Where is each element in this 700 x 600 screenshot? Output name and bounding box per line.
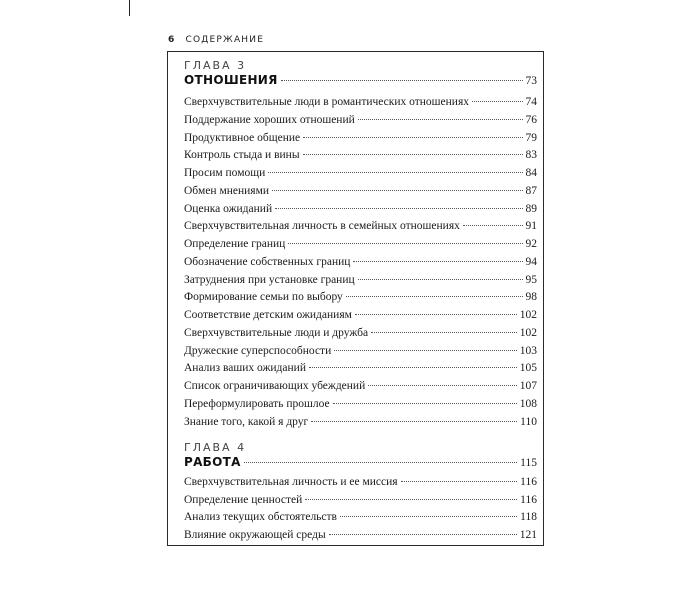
toc-entry-page: 121 [519,528,537,541]
toc-entry[interactable] [184,291,537,303]
toc-entry-title: Список ограничивающих убеждений [184,380,366,392]
toc-entry-title: Сверхчувствительные люди и дружба [184,326,369,339]
toc-entry-title: Поддержание хороших отношений [184,113,355,126]
dot-leader [368,385,517,386]
toc-entry-page: 98 [525,291,537,304]
toc-entry-page: 95 [525,273,537,286]
toc-entry-page: 105 [519,362,537,375]
chapter-page: 73 [525,75,537,87]
toc-entry-title: Контроль стыда и вины [184,149,300,162]
dot-leader [353,261,522,262]
dot-leader [333,403,517,404]
dot-leader [275,208,522,209]
toc-entry-page: 103 [519,344,537,357]
dot-leader [305,499,517,500]
toc-entry[interactable] [184,511,537,523]
toc-entry-page: 116 [520,493,537,506]
dot-leader [272,190,522,191]
toc-entry[interactable] [184,476,537,488]
toc-entry[interactable] [184,238,537,250]
dot-leader [244,462,517,463]
toc-entry-page: 116 [520,476,537,488]
dot-leader [371,332,517,333]
dot-leader [355,314,517,315]
toc-entry-page: 74 [525,96,537,108]
dot-leader [463,225,523,226]
toc-entry-title: Сверхчувствительная личность и ее миссия [184,476,398,488]
dot-leader [358,119,523,120]
toc-entry[interactable] [184,345,537,357]
running-head [168,35,264,45]
running-head-title: СОДЕРЖАНИЕ [185,35,265,45]
chapter-title: ОТНОШЕНИЯ [184,73,278,87]
toc-entry-page: 107 [519,380,537,392]
toc-entry-title: Затруднения при установке границ [184,273,355,286]
toc-entry[interactable] [184,529,537,541]
toc-entry-title: Сверхчувствительная личность в семейных отношениях [184,220,460,233]
chapter-page: 115 [520,457,537,469]
dot-leader [358,279,523,280]
toc-entry-title: Оценка ожиданий [184,202,273,215]
toc-entry-title: Определение ценностей [184,493,303,506]
toc-entry-title: Влияние окружающей среды [184,528,326,541]
dot-leader [268,172,522,173]
toc-entry-title: Переформулировать прошлое [184,397,330,410]
toc-entry[interactable] [184,167,537,179]
toc-entry-page: 76 [525,113,537,126]
toc-entry-title: Анализ текущих обстоятельств [184,511,337,523]
dot-leader [346,296,523,297]
chapter-label: ГЛАВА 3 [184,59,247,72]
page-edge-line [129,0,130,16]
toc-entry-page: 108 [519,397,537,410]
toc-entry[interactable] [184,220,537,232]
toc-entry-page: 102 [519,326,537,339]
toc-entry[interactable] [184,203,537,215]
dot-leader [329,534,517,535]
toc-entry[interactable] [184,149,537,161]
chapter-heading[interactable] [184,455,537,469]
toc-entry-page: 102 [519,309,537,321]
toc-entry[interactable] [184,380,537,392]
chapter-label: ГЛАВА 4 [184,441,247,454]
toc-entry-title: Соответствие детским ожиданиям [184,309,352,321]
dot-leader [334,350,517,351]
toc-entry[interactable] [184,114,537,126]
toc-entry-title: Определение границ [184,238,286,250]
toc-entry-title: Просим помощи [184,167,266,179]
toc-entry[interactable] [184,274,537,286]
dot-leader [472,101,523,102]
toc-entry-title: Продуктивное общение [184,131,301,144]
toc-entry-title: Обмен мнениями [184,184,270,197]
dot-leader [311,421,517,422]
toc-entry-page: 94 [525,255,537,268]
toc-entry-title: Дружеские суперспособности [184,344,332,357]
dot-leader [303,154,523,155]
toc-entry[interactable] [184,256,537,268]
toc-entry-page: 118 [520,511,537,523]
dot-leader [303,137,522,138]
toc-entry-title: Анализ ваших ожиданий [184,362,306,375]
toc-entry-page: 87 [525,184,537,197]
toc-entry[interactable] [184,132,537,144]
toc-entry-title: Знание того, какой я друг [184,415,309,428]
chapter-heading[interactable] [184,73,537,87]
chapter-title: РАБОТА [184,455,241,469]
toc-entry[interactable] [184,185,537,197]
toc-entry[interactable] [184,416,537,428]
dot-leader [309,367,517,368]
toc-entry-page: 110 [520,415,537,428]
toc-entry-page: 92 [525,238,537,250]
page-number: 6 [168,35,176,45]
toc-entry-page: 79 [525,131,537,144]
toc-entry[interactable] [184,398,537,410]
toc-entry-title: Формирование семьи по выбору [184,291,343,304]
dot-leader [281,80,523,81]
toc-entry-page: 83 [525,149,537,162]
toc-entry[interactable] [184,327,537,339]
toc-entry-title: Обозначение собственных границ [184,255,351,268]
toc-entry-page: 89 [525,202,537,215]
toc-entry-page: 84 [525,167,537,179]
toc-entry-page: 91 [525,220,537,233]
dot-leader [288,243,522,244]
dot-leader [340,516,517,517]
dot-leader [401,481,518,482]
toc-entry[interactable] [184,96,537,108]
toc-entry-title: Сверхчувствительные люди в романтических отношениях [184,96,469,108]
toc-entry[interactable] [184,362,537,374]
toc-entry[interactable] [184,494,537,506]
toc-entry[interactable] [184,309,537,321]
